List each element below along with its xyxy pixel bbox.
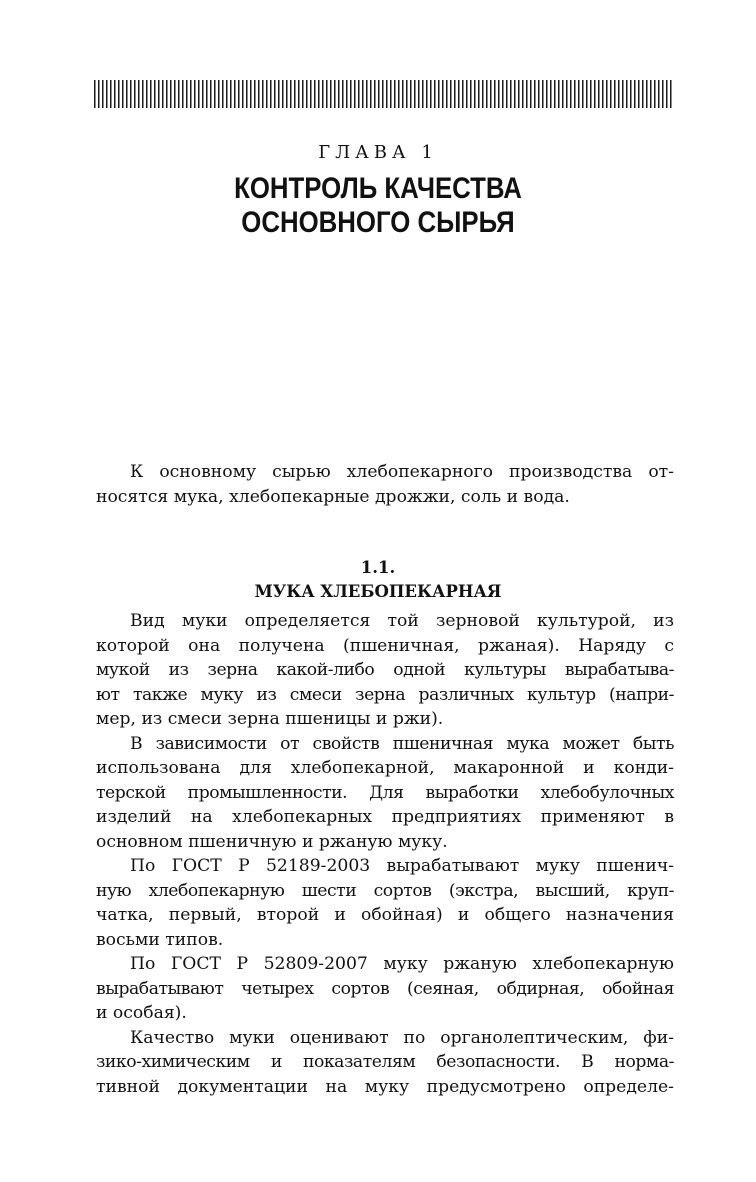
text-line: зико-химическим и показателям безопасности. В норма-	[96, 1052, 674, 1072]
text-line: изделий на хлебопекарных предприятиях применяют в	[96, 807, 674, 827]
chapter-title	[53, 172, 703, 240]
text-line: тивной документации на муку предусмотрено определе-	[96, 1076, 674, 1097]
text-line: мер, из смеси зерна пшеницы и ржи).	[96, 709, 444, 729]
text-line: Вид муки определяется той зерновой культурой, из	[130, 611, 674, 631]
text-line: ную хлебопекарную шести сортов (экстра, высший, круп-	[96, 880, 674, 901]
text-line: Качество муки оценивают по органолептическим, фи-	[130, 1027, 674, 1048]
text-line: мукой из зерна какой-либо одной культуры вырабатыва-	[96, 660, 674, 680]
section-title: МУКА ХЛЕБОПЕКАРНАЯ	[254, 582, 502, 601]
text-line: восьми типов.	[96, 929, 224, 950]
section-number: 1.1.	[360, 558, 396, 577]
text-line: К основному сырью хлебопекарного производства от-	[130, 462, 674, 482]
text-line: По ГОСТ Р 52809-2007 муку ржаную хлебопекарную	[130, 954, 674, 974]
text-line: По ГОСТ Р 52189-2003 вырабатывают муку пшенич-	[130, 856, 674, 876]
chapter-label: ГЛАВА 1	[318, 142, 438, 163]
text-line: В зависимости от свойств пшеничная мука может быть	[130, 733, 674, 754]
text-line: носятся мука, хлебопекарные дрожжи, соль и вода.	[96, 486, 570, 507]
text-line: и особая).	[96, 1003, 187, 1023]
text-line: терской промышленности. Для выработки хлебобулочных	[96, 782, 674, 803]
text-line: вырабатывают четырех сортов (сеяная, обдирная, обойная	[96, 978, 674, 999]
text-line: которой она получена (пшеничная, ржаная). Наряду с	[96, 635, 674, 656]
text-line: использована для хлебопекарной, макаронной и конди-	[96, 758, 674, 778]
text-line: основном пшеничную и ржаную муку.	[96, 831, 448, 852]
body-text	[96, 609, 674, 1099]
intro-paragraph	[96, 460, 674, 509]
decorative-header-rule	[94, 80, 674, 108]
text-line: чатка, первый, второй и обойная) и общего назначения	[96, 905, 674, 925]
chapter-title-line-2: ОСНОВНОГО СЫРЬЯ	[241, 206, 515, 239]
text-line: ют также муку из смеси зерна различных культур (напри-	[96, 684, 674, 705]
chapter-title-line-1: КОНТРОЛЬ КАЧЕСТВА	[234, 172, 522, 205]
section-heading	[0, 556, 756, 604]
